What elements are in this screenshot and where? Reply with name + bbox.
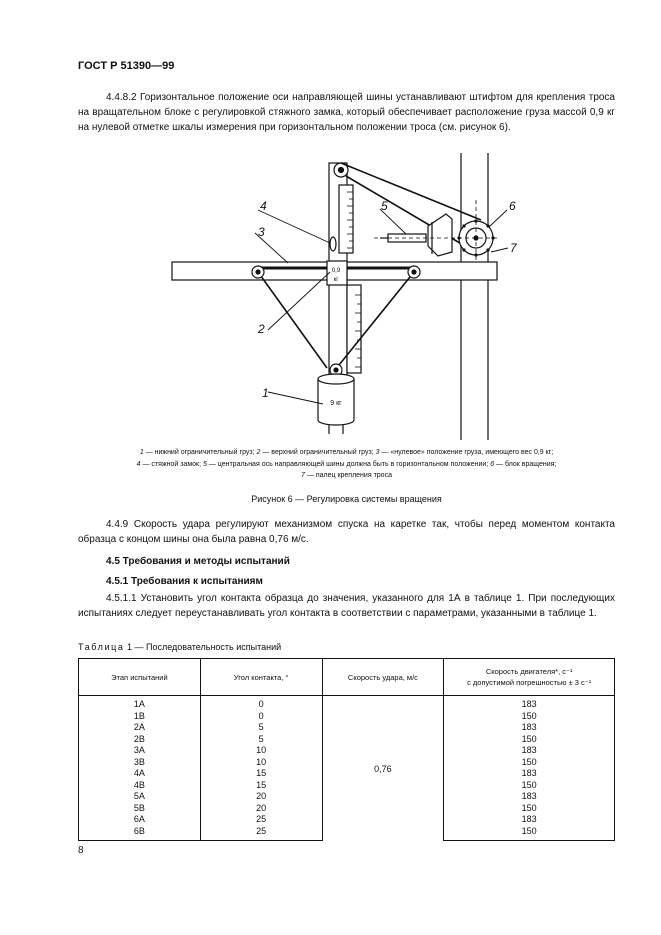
table-header-row <box>79 659 615 696</box>
cell-motor-speed: 183 <box>444 745 615 757</box>
cell-angle: 10 <box>200 757 322 769</box>
cell-motor-speed: 150 <box>444 780 615 792</box>
cell-impact-speed: 0,76 <box>322 696 444 841</box>
cell-angle: 0 <box>200 711 322 723</box>
cell-stage: 5А <box>79 791 201 803</box>
callout-3: 3 <box>258 225 265 239</box>
cell-stage: 4А <box>79 768 201 780</box>
cell-motor-speed: 150 <box>444 826 615 841</box>
header-speed: Скорость удара, м/с <box>322 659 444 696</box>
cell-motor-speed: 183 <box>444 768 615 780</box>
section-heading-4-5-1: 4.5.1 Требования к испытаниям <box>106 576 263 587</box>
cell-motor-speed: 150 <box>444 734 615 746</box>
cell-stage: 5В <box>79 803 201 815</box>
header-stage: Этап испытаний <box>79 659 201 696</box>
callout-1: 1 <box>262 386 269 400</box>
cell-motor-speed: 183 <box>444 814 615 826</box>
callout-2: 2 <box>258 322 265 336</box>
cell-stage: 4В <box>79 780 201 792</box>
cell-motor-speed: 150 <box>444 803 615 815</box>
cell-motor-speed: 183 <box>444 791 615 803</box>
table-body <box>79 696 615 841</box>
box-label-bottom: кг <box>333 277 339 283</box>
cell-angle: 20 <box>200 791 322 803</box>
page-number: 8 <box>78 845 84 856</box>
cell-stage: 1А <box>79 696 201 711</box>
cell-angle: 25 <box>200 826 322 841</box>
paragraph-4-5-1-1: 4.5.1.1 Установить угол контакта образца до значения, указанного для 1А в таблице 1. При последующих испытаниях следует переустанавливать угол контакта в соответствии с параметрами, указанными в таблице 1. <box>78 593 615 620</box>
box-label-top: 0,9 <box>331 268 341 274</box>
cell-motor-speed: 183 <box>444 696 615 711</box>
cell-stage: 3А <box>79 745 201 757</box>
cell-angle: 5 <box>200 734 322 746</box>
figure-caption: Рисунок 6 — Регулировка системы вращения <box>251 494 442 504</box>
cell-stage: 1В <box>79 711 201 723</box>
header-angle: Угол контакта, ° <box>200 659 322 696</box>
table-row <box>79 696 615 711</box>
cell-angle: 10 <box>200 745 322 757</box>
callout-5: 5 <box>381 199 388 213</box>
cell-motor-speed: 183 <box>444 722 615 734</box>
section-heading-4-5: 4.5 Требования и методы испытаний <box>106 556 290 567</box>
cell-stage: 2А <box>79 722 201 734</box>
test-sequence-table <box>78 658 615 841</box>
callout-6: 6 <box>509 199 516 213</box>
figure-rotation-system <box>150 150 530 440</box>
cell-angle: 15 <box>200 768 322 780</box>
figure-legend: 1 — нижний ограничительный груз; 2 — верхний ограничительный груз; 3 — «нулевое» положение груза, имеющего вес 0,9 кг; 4 — стяжной замок; 5 — центральная ось направляющей шины должна быть в горизонтальном положении; 6 — блок вращения; 7 — палец крепления троса <box>136 449 557 479</box>
table-caption: Таблица 1 — Последовательность испытаний <box>78 642 282 652</box>
cell-stage: 2В <box>79 734 201 746</box>
cell-angle: 25 <box>200 814 322 826</box>
cell-motor-speed: 150 <box>444 711 615 723</box>
weight-label: 9 кг <box>330 400 342 407</box>
callout-7: 7 <box>510 241 517 255</box>
cell-angle: 5 <box>200 722 322 734</box>
paragraph-4-4-8-2: 4.4.8.2 Горизонтальное положение оси направляющей шины устанавливают штифтом для крепления троса на вращательном блоке с регулировкой стяжного замка, который обеспечивает расположение груза массой 0,9 кг на нулевой отметке шкалы измерения при горизонтальном положении троса (см. рисунок 6). <box>78 92 615 134</box>
cell-angle: 15 <box>200 780 322 792</box>
cell-angle: 20 <box>200 803 322 815</box>
header-motor: Скорость двигателя*, с⁻¹ с допустимой погрешностью ± 3 с⁻¹ <box>444 659 615 696</box>
document-header: ГОСТ Р 51390—99 <box>78 60 175 72</box>
cell-angle: 0 <box>200 696 322 711</box>
paragraph-4-4-9: 4.4.9 Скорость удара регулируют механизмом спуска на каретке так, чтобы перед моментом контакта образца с концом шины она была равна 0,76 м/с. <box>78 519 615 546</box>
cell-stage: 6А <box>79 814 201 826</box>
cell-stage: 3В <box>79 757 201 769</box>
cell-stage: 6В <box>79 826 201 841</box>
callout-4: 4 <box>260 199 267 213</box>
cell-motor-speed: 150 <box>444 757 615 769</box>
